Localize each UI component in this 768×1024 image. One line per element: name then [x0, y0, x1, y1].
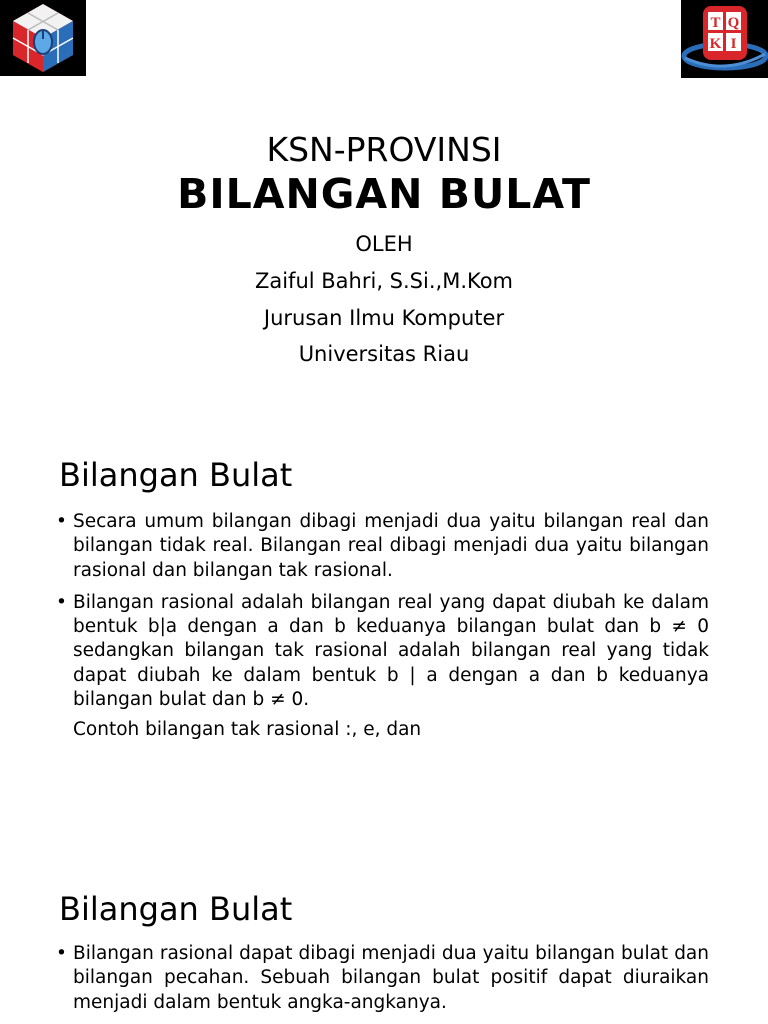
logo-icon [0, 0, 86, 76]
overtitle: KSN-PROVINSI [266, 130, 502, 169]
author-name: Zaiful Bahri, S.Si.,M.Kom [254, 269, 514, 293]
slide-title: BILANGAN BULAT [177, 170, 591, 218]
content-slide-1 [0, 430, 768, 850]
slide-heading: Bilangan Bulat [59, 890, 293, 928]
tqki-logo-icon [681, 0, 768, 78]
bullet-item: • Secara umum bilangan dibagi menjadi dua yaitu bilangan real dan bilangan tidak real. Bilangan real dibagi menjadi dua yaitu bilangan rasional dan bilangan tak rasional. [56, 510, 709, 583]
bullet-item: • Bilangan rasional adalah bilangan real yang dapat diubah ke dalam bentuk b|a dengan a dan b keduanya bilangan bulat dan b ≠ 0 sedangkan bilangan tak rasional adalah bilangan real yang tidak dapat diubah ke dalam bentuk b | a dengan a dan b keduanya bilangan bulat dan b ≠ 0. [56, 591, 709, 712]
content-slide-2 [0, 860, 768, 1024]
svg-text:T: T [710, 15, 721, 31]
title-slide [0, 0, 768, 420]
department: Jurusan Ilmu Komputer [263, 306, 505, 330]
slide-heading: Bilangan Bulat [59, 456, 293, 494]
svg-text:Q: Q [727, 15, 740, 31]
svg-text:I: I [730, 36, 737, 52]
bullet-item: • Bilangan rasional dapat dibagi menjadi dua yaitu bilangan bulat dan bilangan pecahan. Sebuah bilangan bulat positif dapat diuraikan menjadi dalam bentuk angka-angkanya. [56, 942, 709, 1015]
example-text: Contoh bilangan tak rasional :, e, dan [73, 719, 422, 740]
by-line: OLEH [355, 232, 413, 256]
svg-text:K: K [709, 36, 722, 52]
university: Universitas Riau [298, 342, 470, 366]
bullet-list [56, 942, 709, 1023]
bullet-list [56, 510, 709, 720]
